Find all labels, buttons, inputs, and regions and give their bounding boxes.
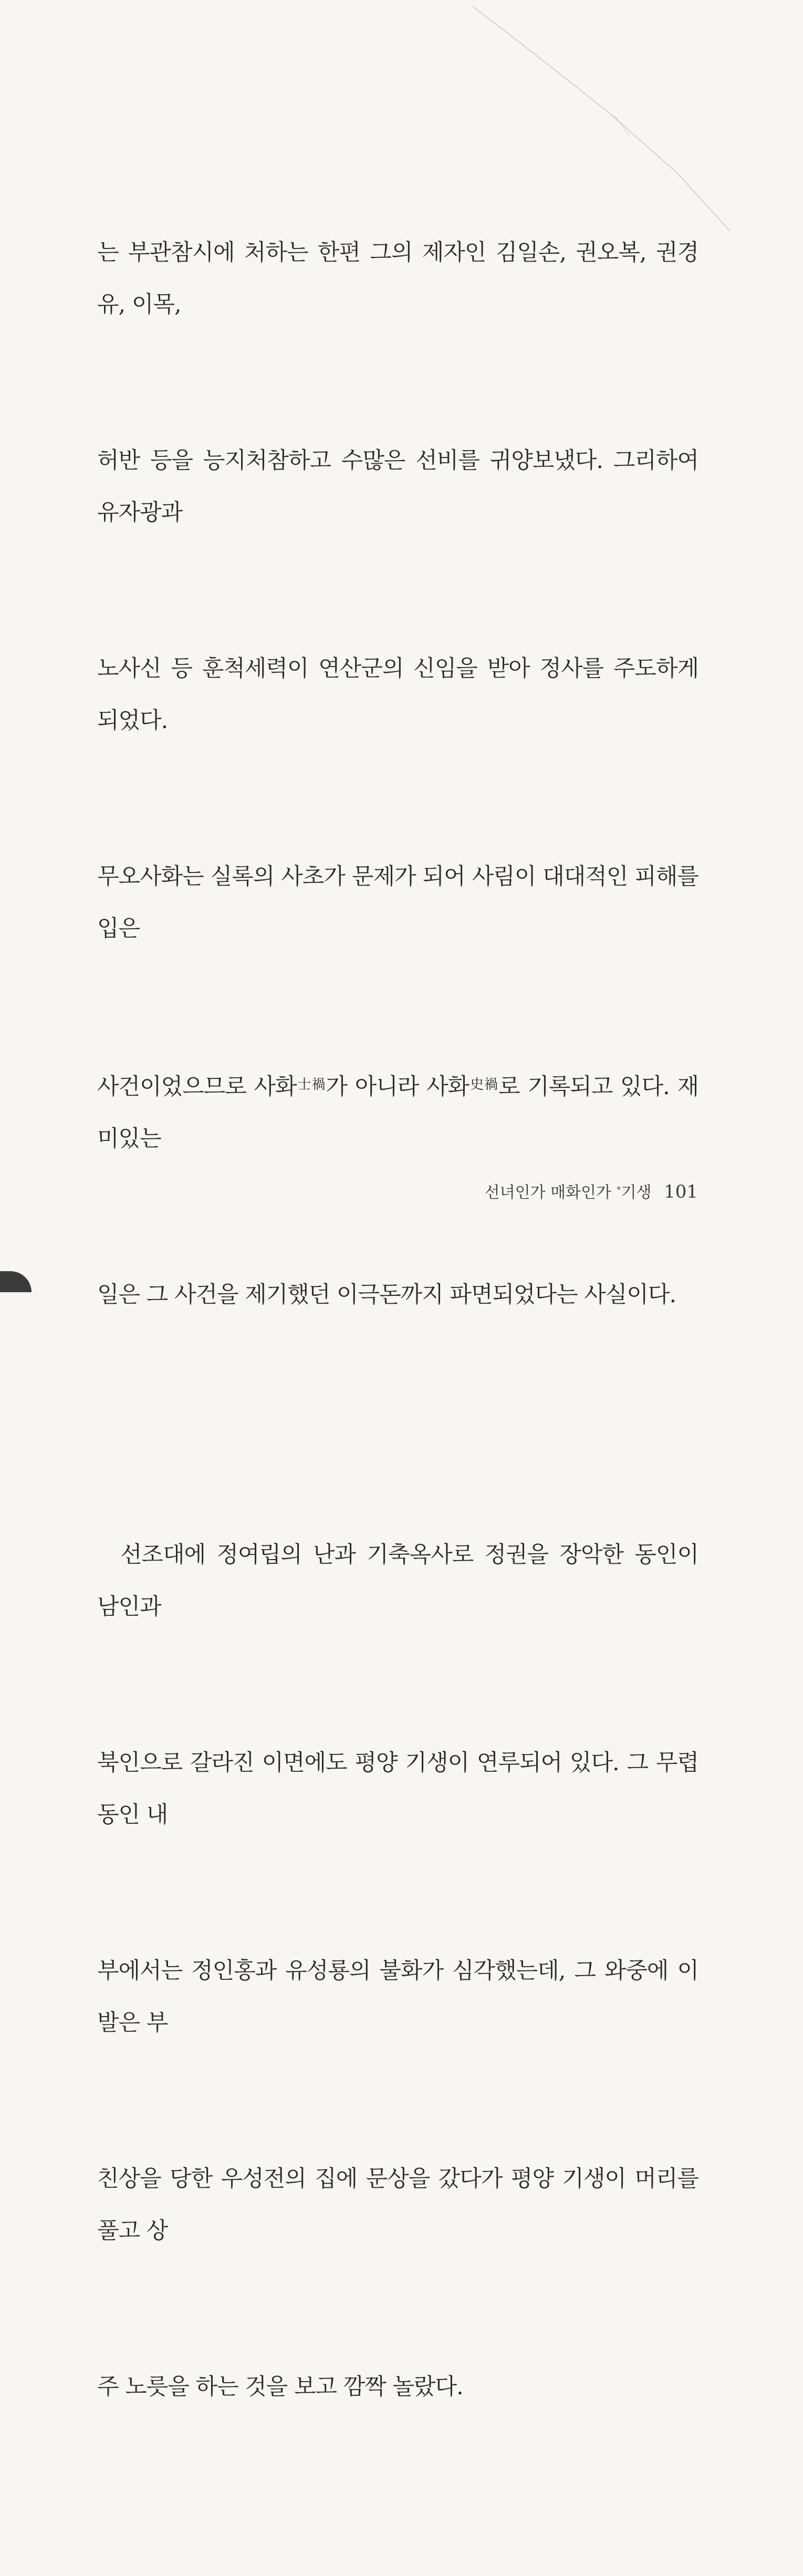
text-line-with-hanja: [97, 1059, 698, 1165]
section-title: 기생: [621, 1183, 652, 1202]
page-number: 101: [664, 1181, 698, 1202]
hanja-annotation: 士禍: [296, 1077, 326, 1093]
text-fragment: 가 아니라 사화: [326, 1074, 470, 1100]
paragraph-3-quote: [97, 2517, 698, 2576]
paragraph-2: [97, 1425, 705, 2517]
text-line: 허반 등을 능지처참하고 수많은 선비를 귀양보냈다. 그리하여 유자광과: [97, 448, 705, 526]
paragraph-1: [97, 123, 705, 1425]
text-line: 북인으로 갈라진 이면에도 평양 기생이 연루되어 있다. 그 무렵 동인 내: [97, 1750, 705, 1828]
text-line: 일은 그 사건을 제기했던 이극돈까지 파면되었다는 사실이다.: [97, 1282, 676, 1308]
text-fragment: 사건이었으므로 사화: [97, 1074, 297, 1100]
body-text: [97, 123, 705, 2576]
text-line: 무오사화는 실록의 사초가 문제가 되어 사림이 대대적인 피해를 입은: [97, 864, 705, 942]
text-line: 는 부관참시에 처하는 한편 그의 제자인 김일손, 권오복, 권경유, 이목,: [97, 240, 698, 318]
text-line: 주 노릇을 하는 것을 보고 깜짝 놀랐다.: [97, 2374, 463, 2400]
running-title: 선녀인가 매화인가: [484, 1183, 612, 1202]
text-line: 부에서는 정인홍과 유성룡의 불화가 심각했는데, 그 와중에 이발은 부: [97, 1958, 698, 2036]
hanja-annotation: 史禍: [469, 1077, 499, 1093]
page-footer: [485, 1179, 698, 1202]
footer-separator: °: [616, 1185, 621, 1196]
text-line: 선조대에 정여립의 난과 기축옥사로 정권을 장악한 동인이 남인과: [97, 1542, 705, 1620]
text-line: 노사신 등 훈척세력이 연산군의 신임을 받아 정사를 주도하게 되었다.: [97, 656, 705, 734]
scan-corner-mark: [0, 1271, 32, 1292]
text-line: 친상을 당한 우성전의 집에 문상을 갔다가 평양 기생이 머리를 풀고 상: [97, 2166, 705, 2244]
text-fragment: 로 기록되고 있다. 재미있는: [97, 1074, 698, 1152]
